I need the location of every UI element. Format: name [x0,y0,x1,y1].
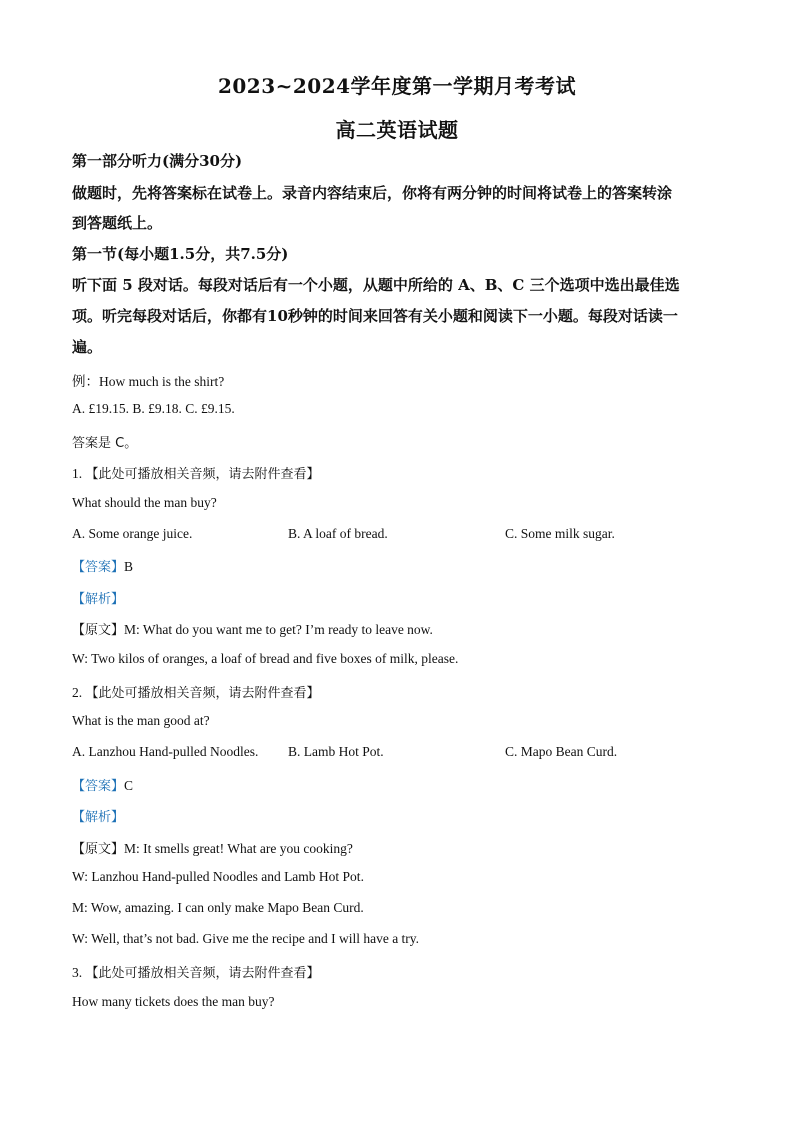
example-options: A. £19.15. B. £9.18. C. £9.15. [72,401,235,416]
q1-transcript-1 [72,619,433,638]
q1-analysis-tag: 【解析】 [72,592,125,607]
q2-line4: W: Well, that’s not bad. Give me the recipe and I will have a try. [72,931,420,946]
q2-line2: W: Lanzhou Hand-pulled Noodles and Lamb Hot Pot. [72,869,364,884]
q2-header [72,682,320,701]
q2-transcript-1 [72,838,353,857]
q1-answer-row [72,556,133,575]
q2-answer-tag: 【答案】 [72,779,125,794]
q1-answer-value: B [124,559,134,574]
q2-audio-link[interactable]: 【此处可播放相关音频，请去附件查看】 [85,686,320,701]
exam-title: 2023~2024学年度第一学期月考考试 [217,74,577,98]
q1-option-a: A. Some orange juice. [72,526,193,541]
q2-answer-row [72,775,133,794]
q1-option-b: B. A loaf of bread. [288,526,388,541]
exam-subtitle: 高二英语试题 [335,118,459,142]
section-line-3: 遍。 [72,338,103,356]
q2-original-tag: 【原文】 [72,842,125,857]
q1-option-c: C. Some milk sugar. [505,526,615,541]
q1-header [72,463,320,482]
q1-line1: M: What do you want me to get? I’m ready to leave now. [124,622,433,637]
q1-number: 1. [72,466,83,481]
example-question: 例：How much is the shirt? [72,374,225,389]
q1-audio-link[interactable]: 【此处可播放相关音频，请去附件查看】 [85,467,320,482]
q2-number: 2. [72,685,83,700]
q1-answer-tag: 【答案】 [72,560,125,575]
q2-option-a: A. Lanzhou Hand-pulled Noodles. [72,744,259,759]
q3-audio-link[interactable]: 【此处可播放相关音频，请去附件查看】 [85,966,320,981]
q2-line3: M: Wow, amazing. I can only make Mapo Bean Curd. [72,900,364,915]
q2-question: What is the man good at? [72,713,210,728]
section-heading: 第一节(每小题1.5分，共7.5分) [72,245,289,263]
example-answer: 答案是 C。 [72,436,138,451]
section-line-2: 项。听完每段对话后，你都有10秒钟的时间来回答有关小题和阅读下一小题。每段对话读一 [72,307,678,325]
q2-option-b: B. Lamb Hot Pot. [288,744,384,759]
q1-question: What should the man buy? [72,495,217,510]
part1-heading: 第一部分听力(满分30分) [72,152,243,170]
q2-line1: M: It smells great! What are you cooking? [124,841,353,856]
q1-original-tag: 【原文】 [72,623,125,638]
q3-header [72,962,320,981]
q3-number: 3. [72,965,83,980]
section-line-1: 听下面 5 段对话。每段对话后有一个小题，从题中所给的 A、B、C 三个选项中选出最佳选 [72,276,680,294]
q2-answer-value: C [124,778,134,793]
q2-analysis-tag: 【解析】 [72,810,125,825]
instruction-line-1: 做题时，先将答案标在试卷上。录音内容结束后，你将有两分钟的时间将试卷上的答案转涂 [72,184,673,202]
q3-question: How many tickets does the man buy? [72,994,275,1009]
instruction-line-2: 到答题纸上。 [72,214,163,232]
q2-option-c: C. Mapo Bean Curd. [505,744,618,759]
q1-line2: W: Two kilos of oranges, a loaf of bread and five boxes of milk, please. [72,651,459,666]
